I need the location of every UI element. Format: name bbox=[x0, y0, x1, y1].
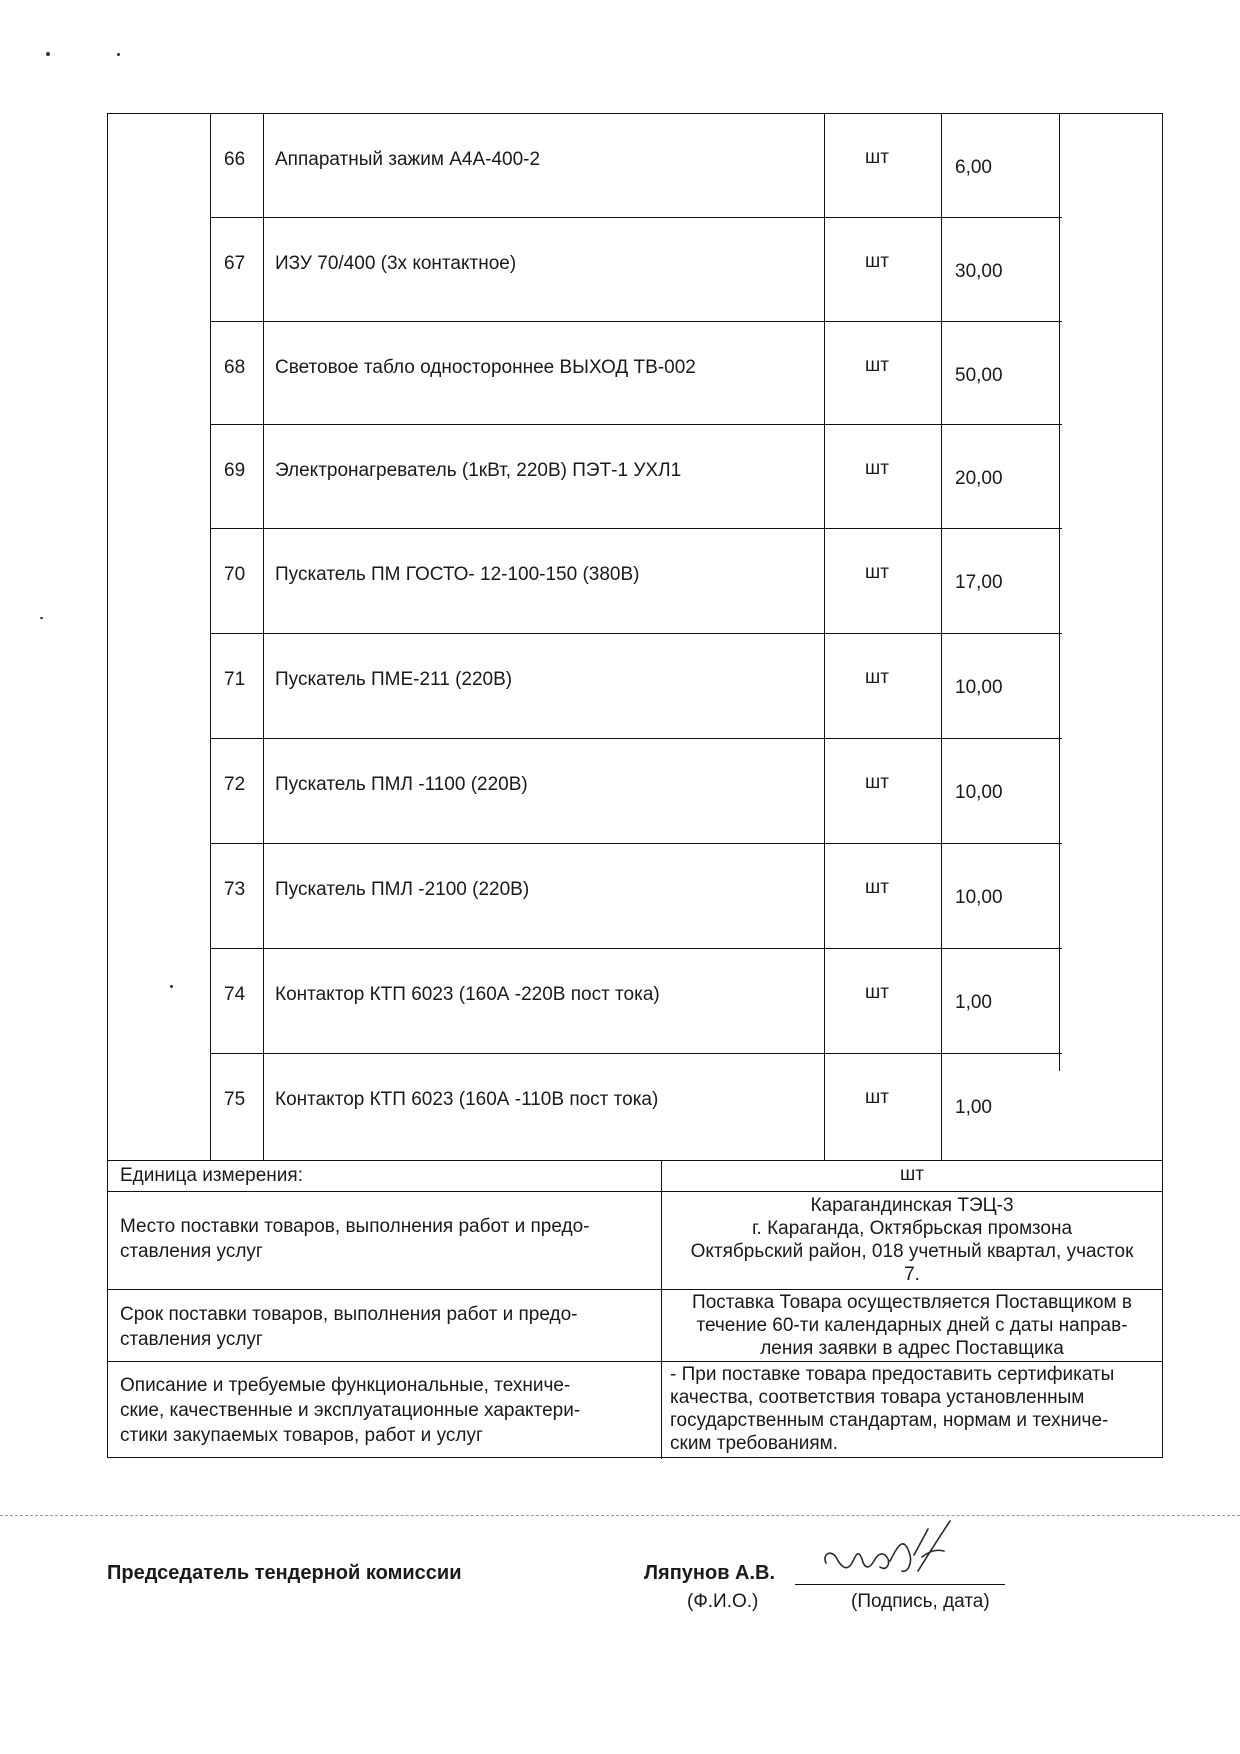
row-number: 69 bbox=[224, 460, 246, 481]
item-unit: шт bbox=[865, 251, 889, 272]
table-row bbox=[210, 114, 1062, 218]
item-unit: шт bbox=[865, 562, 889, 583]
item-unit: шт bbox=[865, 667, 889, 688]
item-quantity: 20,00 bbox=[955, 468, 1003, 489]
item-unit: шт bbox=[865, 1087, 889, 1108]
place-value: Карагандинская ТЭЦ-3 г. Караганда, Октябрьская промзона Октябрьский район, 018 учетный квартал, участок 7. bbox=[661, 1192, 1162, 1289]
row-number: 66 bbox=[224, 149, 246, 170]
row-number: 68 bbox=[224, 357, 246, 378]
scan-speck bbox=[40, 617, 43, 619]
item-name: Пускатель ПМЛ -1100 (220В) bbox=[275, 774, 528, 795]
scan-speck bbox=[117, 53, 120, 56]
item-quantity: 50,00 bbox=[955, 365, 1003, 386]
unit-value: шт bbox=[661, 1161, 1162, 1191]
item-unit: шт bbox=[865, 877, 889, 898]
signature-caption: (Подпись, дата) bbox=[851, 1591, 990, 1612]
item-unit: шт bbox=[865, 982, 889, 1003]
item-name: Пускатель ПМЛ -2100 (220В) bbox=[275, 879, 530, 900]
scan-speck bbox=[46, 52, 50, 56]
unit-label: Единица измерения: bbox=[120, 1165, 303, 1186]
place-row bbox=[108, 1192, 1162, 1290]
item-name: Пускатель ПМ ГОСТО- 12-100-150 (380В) bbox=[275, 564, 640, 585]
item-name: ИЗУ 70/400 (3х контактное) bbox=[275, 253, 517, 274]
unit-row bbox=[108, 1161, 1162, 1192]
item-quantity: 10,00 bbox=[955, 887, 1003, 908]
table-row bbox=[210, 739, 1062, 844]
place-label: Место поставки товаров, выполнения работ и предо- ставления услуг bbox=[120, 1216, 590, 1262]
table-row bbox=[210, 1054, 1062, 1162]
item-unit: шт bbox=[865, 458, 889, 479]
description-row bbox=[108, 1362, 1162, 1459]
description-value: - При поставке товара предоставить сертификаты качества, соответствия товара установленным государственным стандартам, нормам и техниче- ским требованиям. bbox=[661, 1362, 1162, 1459]
table-row bbox=[210, 634, 1062, 739]
item-quantity: 10,00 bbox=[955, 782, 1003, 803]
signer-name: Ляпунов А.В. bbox=[644, 1562, 776, 1584]
row-number: 73 bbox=[224, 879, 246, 900]
item-quantity: 6,00 bbox=[955, 157, 992, 178]
row-number: 72 bbox=[224, 774, 246, 795]
item-unit: шт bbox=[865, 355, 889, 376]
items-table bbox=[107, 113, 1163, 1161]
page-separator bbox=[0, 1515, 1240, 1516]
item-name: Пускатель ПМЕ-211 (220В) bbox=[275, 669, 513, 690]
row-number: 74 bbox=[224, 984, 246, 1005]
item-name: Электронагреватель (1кВт, 220В) ПЭТ-1 УХЛ1 bbox=[275, 460, 682, 481]
item-unit: шт bbox=[865, 147, 889, 168]
table-row bbox=[210, 425, 1062, 529]
table-row bbox=[210, 529, 1062, 634]
handwritten-signature bbox=[818, 1515, 968, 1595]
term-value: Поставка Товара осуществляется Поставщиком в течение 60-ти календарных дней с даты направ- ления заявки в адрес Поставщика bbox=[661, 1290, 1162, 1361]
item-name: Контактор КТП 6023 (160А -110В пост тока) bbox=[275, 1089, 659, 1110]
item-name: Контактор КТП 6023 (160А -220В пост тока) bbox=[275, 984, 660, 1005]
term-row bbox=[108, 1290, 1162, 1362]
item-quantity: 17,00 bbox=[955, 572, 1003, 593]
properties-table bbox=[107, 1160, 1163, 1458]
row-number: 70 bbox=[224, 564, 246, 585]
row-number: 71 bbox=[224, 669, 246, 690]
item-quantity: 30,00 bbox=[955, 261, 1003, 282]
table-row bbox=[210, 844, 1062, 949]
name-caption: (Ф.И.О.) bbox=[687, 1591, 759, 1612]
row-number: 67 bbox=[224, 253, 246, 274]
item-quantity: 1,00 bbox=[955, 992, 992, 1013]
item-unit: шт bbox=[865, 772, 889, 793]
item-quantity: 10,00 bbox=[955, 677, 1003, 698]
term-label: Срок поставки товаров, выполнения работ и предо- ставления услуг bbox=[120, 1304, 578, 1350]
item-quantity: 1,00 bbox=[955, 1097, 992, 1118]
row-number: 75 bbox=[224, 1089, 246, 1110]
description-label: Описание и требуемые функциональные, техниче- ские, качественные и эксплуатационные характери- стики закупаемых товаров, работ и услуг bbox=[120, 1375, 581, 1446]
signature-title: Председатель тендерной комиссии bbox=[107, 1562, 462, 1584]
item-name: Световое табло одностороннее ВЫХОД ТВ-002 bbox=[275, 357, 696, 378]
table-row bbox=[210, 218, 1062, 322]
table-row bbox=[210, 322, 1062, 425]
table-row bbox=[210, 949, 1062, 1054]
item-name: Аппаратный зажим А4А-400-2 bbox=[275, 149, 541, 170]
